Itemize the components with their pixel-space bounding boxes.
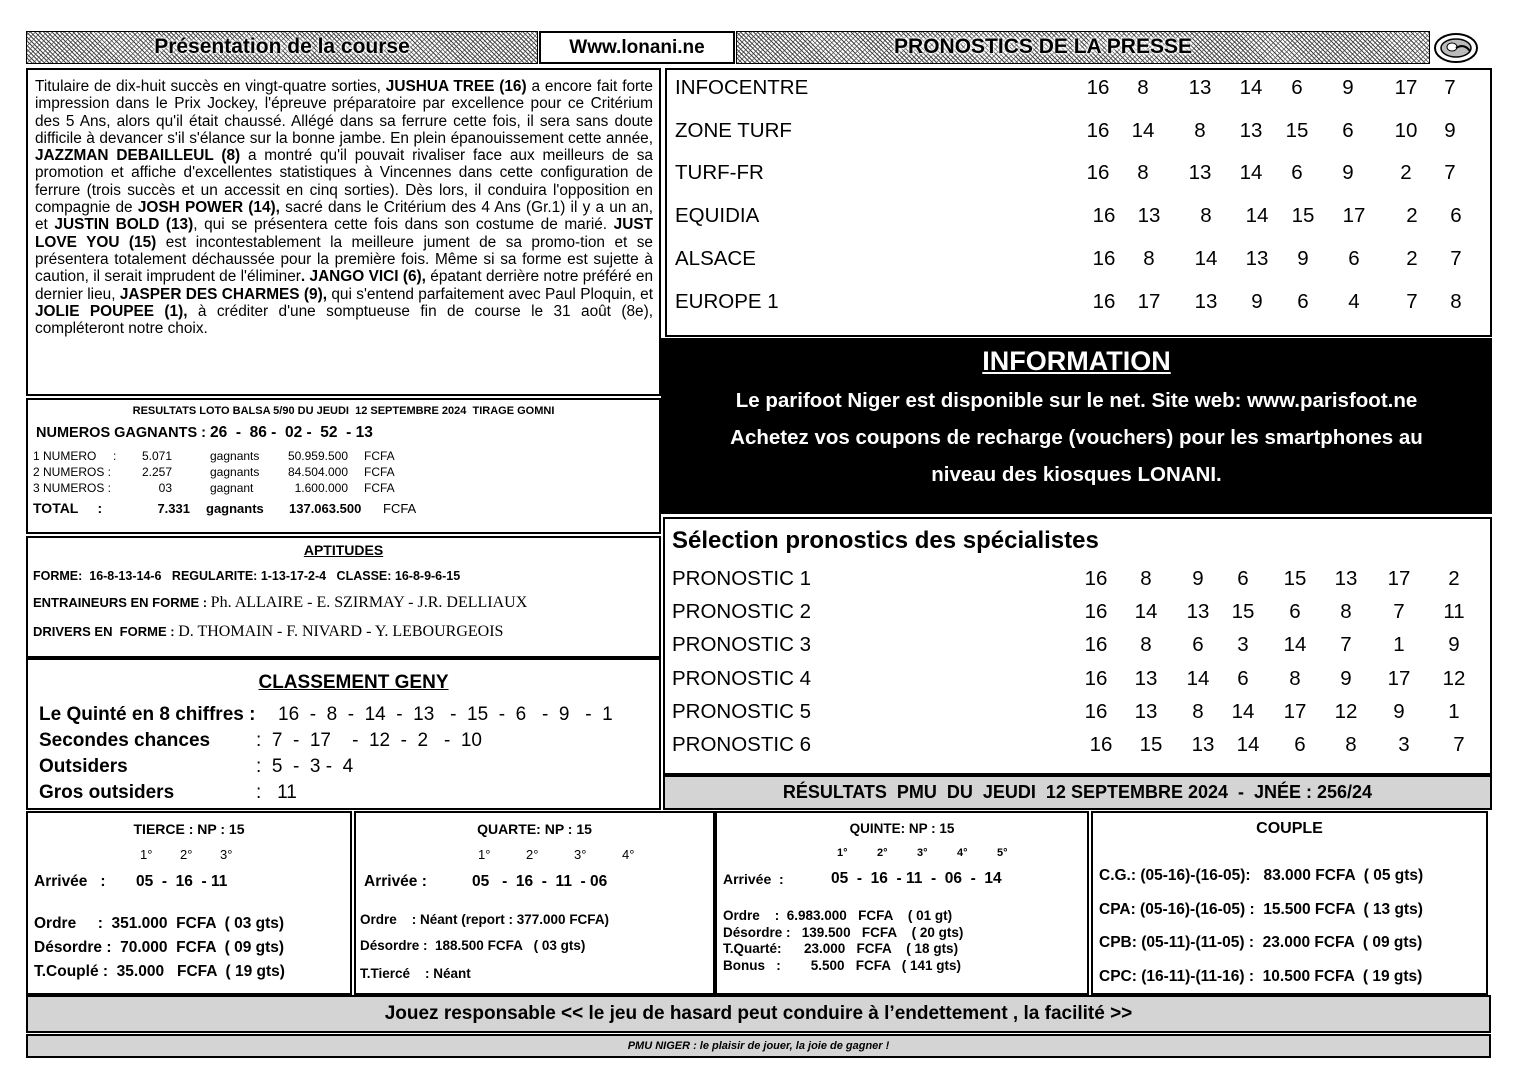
loto-row-cur: FCFA xyxy=(364,449,395,463)
selection-row-number: 8 xyxy=(1289,666,1301,690)
selection-row-name: PRONOSTIC 6 xyxy=(672,733,811,756)
press-row-name: EQUIDIA xyxy=(675,204,760,228)
selection-row-number: 7 xyxy=(1453,733,1465,756)
press-row-number: 14 xyxy=(1245,204,1269,228)
website-link[interactable]: Www.lonani.ne xyxy=(569,37,705,58)
tierce-ordre: Ordre : 351.000 FCFA ( 03 gts) xyxy=(34,915,285,932)
loto-row-cur: FCFA xyxy=(364,465,395,479)
geny-row-value: : 5 - 3 - 4 xyxy=(256,756,354,777)
selection-row-number: 12 xyxy=(1442,666,1466,690)
couple-title: COUPLE xyxy=(1256,820,1323,837)
place-label: 2° xyxy=(526,847,539,862)
press-row-number: 16 xyxy=(1092,246,1116,270)
selection-title: Sélection pronostics des spécialistes xyxy=(672,527,1099,554)
geny-row-value: : 11 xyxy=(256,782,297,803)
selection-row-number: 17 xyxy=(1283,699,1307,723)
press-row-number: 8 xyxy=(1194,118,1206,142)
selection-row-number: 13 xyxy=(1134,699,1158,723)
quinte-title: QUINTE: NP : 15 xyxy=(849,821,955,836)
selection-row-number: 3 xyxy=(1237,633,1249,657)
press-row xyxy=(667,204,1490,247)
information-line-3: niveau des kiosques LONANI. xyxy=(931,463,1222,486)
selection-row-name: PRONOSTIC 2 xyxy=(672,600,811,624)
press-row-name: ZONE TURF xyxy=(675,118,792,142)
selection-row-number: 7 xyxy=(1393,600,1405,624)
selection-row-number: 14 xyxy=(1134,600,1158,624)
selection-row-number: 14 xyxy=(1283,633,1307,657)
press-row-number: 6 xyxy=(1348,246,1360,270)
loto-row-label: 3 NUMEROS : xyxy=(33,481,112,495)
information-line-1: Le parifoot Niger est disponible sur le net. Site web: www.parisfoot.ne xyxy=(735,389,1418,412)
presentation-horse-name: JOLIE POUPEE (1), xyxy=(35,302,188,320)
press-row-number: 9 xyxy=(1342,161,1354,185)
aptitudes-entraineurs: ENTRAINEURS EN FORME : Ph. ALLAIRE - E. SZIRMAY - J.R. DELLIAUX xyxy=(33,594,528,611)
place-label: 2° xyxy=(877,847,888,859)
logo-icon xyxy=(1432,31,1480,65)
selection-row-number: 16 xyxy=(1089,733,1113,756)
selection-box xyxy=(663,517,1492,775)
loto-row-word: gagnants xyxy=(210,449,260,463)
press-row-number: 6 xyxy=(1450,204,1462,228)
press-row-number: 7 xyxy=(1450,246,1462,270)
tierce-arrivee-label: Arrivée : xyxy=(34,873,106,890)
geny-row-label: Gros outsiders xyxy=(39,782,175,803)
selection-row-number: 16 xyxy=(1084,633,1108,657)
presentation-horse-name: . JANGO VICI (6), xyxy=(300,268,426,286)
selection-row-number: 14 xyxy=(1186,666,1210,690)
press-row xyxy=(667,247,1490,290)
press-row-number: 10 xyxy=(1394,118,1418,142)
press-row-number: 8 xyxy=(1143,246,1155,270)
tierce-desordre: Désordre : 70.000 FCFA ( 09 gts) xyxy=(34,939,285,956)
geny-row-value: 16 - 8 - 14 - 13 - 15 - 6 - 9 - 1 xyxy=(278,704,613,725)
press-row-name: TURF-FR xyxy=(675,161,764,185)
presentation-text-segment: a montré qu'il pouvait rivaliser face aux meilleurs de sa promotion et affiche d'excellentes statistiques à Vincennes dans cette configuration de ferrure (trois succès et un accessit en cinq sorties). Dès lors, il conduira l'opposition en compagnie de xyxy=(35,147,653,217)
quarte-desordre: Désordre : 188.500 FCFA ( 03 gts) xyxy=(360,938,586,953)
press-row-number: 6 xyxy=(1291,76,1303,99)
place-label: 4° xyxy=(957,847,968,859)
selection-row-name: PRONOSTIC 3 xyxy=(672,633,811,657)
press-row-number: 8 xyxy=(1137,161,1149,185)
press-row-number: 13 xyxy=(1245,246,1269,270)
press-row xyxy=(667,76,1490,119)
selection-row-number: 13 xyxy=(1334,567,1358,590)
tierce-tcouple: T.Couplé : 35.000 FCFA ( 19 gts) xyxy=(34,963,285,980)
footer-responsible-bar xyxy=(26,995,1491,1033)
loto-row-cur: FCFA xyxy=(364,481,395,495)
couple-cpa: CPA: (05-16)-(16-05) : 15.500 FCFA ( 13 gts) xyxy=(1099,901,1423,918)
press-row-number: 7 xyxy=(1444,161,1456,185)
aptitudes-drivers: DRIVERS EN FORME : D. THOMAIN - F. NIVARD - Y. LEBOURGEOIS xyxy=(33,623,504,640)
presentation-text-segment: à créditer d'une somptueuse fin de course le 31 août (8e), compléteront notre choix. xyxy=(35,302,653,338)
quarte-ttierce: T.Tiercé : Néant xyxy=(360,966,471,981)
press-row-number: 17 xyxy=(1394,76,1418,99)
loto-row-amount: 84.504.000 xyxy=(287,465,348,479)
selection-row xyxy=(665,667,1490,700)
presentation-horse-name: JUST LOVE YOU (15) xyxy=(35,216,653,251)
aptitudes-forme: FORME: 16-8-13-14-6 REGULARITE: 1-13-17-2-4 CLASSE: 16-8-9-6-15 xyxy=(33,569,461,583)
place-label: 1° xyxy=(140,847,153,862)
press-row-number: 6 xyxy=(1297,289,1309,313)
press-row-name: INFOCENTRE xyxy=(675,76,809,99)
presentation-text xyxy=(35,78,653,337)
selection-row xyxy=(665,567,1490,600)
selection-row-number: 6 xyxy=(1289,600,1301,624)
press-row-number: 13 xyxy=(1137,204,1161,228)
footer-slogan-bar xyxy=(26,1034,1491,1058)
quarte-ordre: Ordre : Néant (report : 377.000 FCFA) xyxy=(360,912,610,927)
press-row-number: 8 xyxy=(1200,204,1212,228)
selection-row xyxy=(665,700,1490,733)
quinte-tquarte: T.Quarté: 23.000 FCFA ( 18 gts) xyxy=(723,941,959,956)
presentation-text-segment: , qui se présentera cette fois dans son costume de marié. xyxy=(193,216,614,234)
selection-row-number: 16 xyxy=(1084,600,1108,624)
press-row-number: 2 xyxy=(1406,246,1418,270)
press-row-number: 13 xyxy=(1239,118,1263,142)
loto-row-amount: 1.600.000 xyxy=(294,481,348,495)
press-row-number: 16 xyxy=(1086,76,1110,99)
selection-row-number: 16 xyxy=(1084,567,1108,590)
selection-row-number: 3 xyxy=(1398,733,1410,756)
selection-row-number: 12 xyxy=(1334,699,1358,723)
quarte-arrivee: 05 - 16 - 11 - 06 xyxy=(472,873,608,890)
geny-row-label: Le Quinté en 8 chiffres : xyxy=(39,704,256,725)
press-row-number: 2 xyxy=(1406,204,1418,228)
geny-row-label: Secondes chances xyxy=(39,730,211,751)
quinte-ordre: Ordre : 6.983.000 FCFA ( 01 gt) xyxy=(723,908,953,923)
selection-row-number: 15 xyxy=(1139,733,1163,756)
place-label: 2° xyxy=(180,847,193,862)
selection-row-number: 13 xyxy=(1134,666,1158,690)
press-row-number: 14 xyxy=(1131,118,1155,142)
quinte-box xyxy=(715,811,1089,995)
place-label: 3° xyxy=(917,847,928,859)
selection-row-number: 6 xyxy=(1192,633,1204,657)
press-row-number: 2 xyxy=(1400,161,1412,185)
selection-row-name: PRONOSTIC 4 xyxy=(672,666,811,690)
press-header-bar xyxy=(736,31,1430,64)
presentation-text-segment: a encore fait forte impression dans le Prix Jockey, l'épreuve préparatoire par excellence pour ce Critérium des 5 Ans, alors qu'il était chaussé. Allégé dans sa ferrure cette fois, il sera sans doute difficile à devancer s'il s'élance sur la bonne jambe. En plein épanouissement cette année, xyxy=(35,78,653,147)
tierce-box xyxy=(26,811,352,995)
presentation-horse-name: JUSTIN BOLD (13) xyxy=(54,216,194,234)
selection-row-number: 16 xyxy=(1084,699,1108,723)
selection-row xyxy=(665,633,1490,666)
press-row-number: 14 xyxy=(1239,161,1263,185)
press-row-number: 14 xyxy=(1194,246,1218,270)
selection-row-number: 13 xyxy=(1191,733,1215,756)
presentation-text-segment: sacré dans le Critérium des 4 Ans (Gr.1) il y a un an, et xyxy=(35,199,653,234)
press-row xyxy=(667,161,1490,204)
press-row-number: 16 xyxy=(1092,204,1116,228)
selection-row-number: 8 xyxy=(1340,600,1352,624)
selection-row-number: 6 xyxy=(1294,733,1306,756)
website-box xyxy=(539,31,735,64)
selection-row-number: 15 xyxy=(1231,600,1255,624)
press-title: PRONOSTICS DE LA PRESSE xyxy=(894,35,1192,58)
pmu-results-title: RÉSULTATS PMU DU JEUDI 12 SEPTEMBRE 2024 - JNÉE : 256/24 xyxy=(782,782,1373,802)
geny-row-value: : 7 - 17 - 12 - 2 - 10 xyxy=(256,730,482,751)
press-row-number: 16 xyxy=(1086,118,1110,142)
tierce-arrivee: 05 - 16 - 11 xyxy=(136,873,228,890)
loto-row-amount: 50.959.500 xyxy=(287,449,348,463)
loto-total-count: 7.331 xyxy=(157,501,190,516)
press-row-number: 15 xyxy=(1291,204,1315,228)
selection-row-number: 8 xyxy=(1140,567,1152,590)
place-label: 1° xyxy=(478,847,491,862)
press-row-number: 6 xyxy=(1291,161,1303,185)
press-row xyxy=(667,119,1490,162)
selection-row-number: 9 xyxy=(1393,699,1405,723)
aptitudes-box xyxy=(26,536,661,658)
press-row-number: 16 xyxy=(1086,161,1110,185)
loto-row-count: 03 xyxy=(158,481,172,495)
quarte-box xyxy=(354,811,715,995)
information-line-2: Achetez vos coupons de recharge (vouchers) pour les smartphones au xyxy=(730,426,1423,449)
presentation-horse-name: JUSHUA TREE (16) xyxy=(385,78,527,95)
selection-row-number: 8 xyxy=(1345,733,1357,756)
press-row-number: 13 xyxy=(1188,161,1212,185)
press-row-number: 8 xyxy=(1137,76,1149,99)
loto-total-currency: FCFA xyxy=(383,501,417,516)
selection-row-number: 7 xyxy=(1340,633,1352,657)
selection-row-number: 8 xyxy=(1192,699,1204,723)
presentation-text-segment: épatant derrière notre préféré en dernier lieu, xyxy=(35,268,654,303)
geny-row-label: Outsiders xyxy=(39,756,128,777)
classement-geny-box xyxy=(26,658,661,810)
presentation-horse-name: JOSH POWER (14), xyxy=(137,199,280,217)
press-row-number: 17 xyxy=(1342,204,1366,228)
selection-row-number: 11 xyxy=(1443,600,1465,624)
selection-row-number: 14 xyxy=(1236,733,1260,756)
selection-row-number: 17 xyxy=(1387,666,1411,690)
loto-total-amount: 137.063.500 xyxy=(289,501,362,516)
selection-row-number: 2 xyxy=(1448,567,1460,590)
selection-row-number: 9 xyxy=(1340,666,1352,690)
press-row-number: 7 xyxy=(1444,76,1456,99)
selection-row-number: 6 xyxy=(1237,567,1249,590)
couple-cg: C.G.: (05-16)-(16-05): 83.000 FCFA ( 05 gts) xyxy=(1099,867,1424,884)
press-row-number: 4 xyxy=(1348,289,1360,313)
selection-row-name: PRONOSTIC 5 xyxy=(672,699,811,723)
couple-cpb: CPB: (05-11)-(11-05) : 23.000 FCFA ( 09 gts) xyxy=(1099,934,1423,951)
selection-row-number: 15 xyxy=(1283,567,1307,590)
couple-box xyxy=(1091,811,1488,995)
press-row-number: 6 xyxy=(1342,118,1354,142)
tierce-title: TIERCE : NP : 15 xyxy=(133,821,245,837)
press-row-number: 16 xyxy=(1092,289,1116,313)
place-label: 3° xyxy=(220,847,233,862)
selection-row xyxy=(665,600,1490,633)
aptitudes-title: APTITUDES xyxy=(303,542,384,558)
place-label: 1° xyxy=(837,847,848,859)
footer-responsible-text: Jouez responsable << le jeu de hasard peut conduire à l’endettement , la facilité >> xyxy=(384,1003,1133,1024)
presentation-text-segment: qui s'entend parfaitement avec Paul Ploquin, et xyxy=(327,285,653,303)
information-box xyxy=(661,338,1492,514)
loto-total-word: gagnants xyxy=(206,501,264,516)
press-row-number: 13 xyxy=(1194,289,1218,313)
press-row-number: 7 xyxy=(1406,289,1418,313)
presentation-box xyxy=(26,68,661,396)
press-row-name: EUROPE 1 xyxy=(675,289,779,313)
selection-row-number: 8 xyxy=(1140,633,1152,657)
selection-row-number: 14 xyxy=(1231,699,1255,723)
place-label: 4° xyxy=(622,847,635,862)
presentation-horse-name: JAZZMAN DEBAILLEUL (8) xyxy=(35,147,241,165)
loto-winning-numbers: NUMEROS GAGNANTS : 26 - 86 - 02 - 52 - 13 xyxy=(36,424,373,441)
press-row-number: 9 xyxy=(1297,246,1309,270)
selection-row-number: 1 xyxy=(1448,699,1460,723)
geny-title: CLASSEMENT GENY xyxy=(258,672,449,693)
quarte-arrivee-label: Arrivée : xyxy=(364,873,427,890)
press-row-number: 9 xyxy=(1342,76,1354,99)
selection-row-number: 6 xyxy=(1237,666,1249,690)
couple-cpc: CPC: (16-11)-(11-16) : 10.500 FCFA ( 19 gts) xyxy=(1099,968,1423,985)
presentation-header-bar xyxy=(26,31,538,64)
press-row-number: 9 xyxy=(1444,118,1456,142)
pmu-results-title-bar xyxy=(663,775,1492,810)
loto-title: RESULTATS LOTO BALSA 5/90 DU JEUDI 12 SEPTEMBRE 2024 TIRAGE GOMNI xyxy=(132,405,555,417)
quinte-arrivee-label: Arrivée : xyxy=(723,871,784,887)
selection-row-number: 9 xyxy=(1192,567,1204,590)
selection-row-number: 13 xyxy=(1186,600,1210,624)
quinte-desordre: Désordre : 139.500 FCFA ( 20 gts) xyxy=(723,924,964,940)
presentation-text-segment: est incontestablement la meilleure jument de sa promo-tion et se présentera totalement déchaussée pour la première fois. Même si sa forme est sujette à caution, il serait imprudent de l'éliminer xyxy=(35,233,653,286)
quarte-title: QUARTE: NP : 15 xyxy=(477,821,592,837)
information-title: INFORMATION xyxy=(982,346,1171,376)
selection-row-number: 9 xyxy=(1448,633,1460,657)
selection-row-name: PRONOSTIC 1 xyxy=(672,567,811,590)
loto-row-count: 5.071 xyxy=(141,449,172,463)
loto-row-word: gagnant xyxy=(210,481,254,495)
press-row-name: ALSACE xyxy=(675,246,756,270)
footer-slogan-text: PMU NIGER : le plaisir de jouer, la joie de gagner ! xyxy=(627,1040,890,1052)
selection-row-number: 16 xyxy=(1084,666,1108,690)
press-row-number: 13 xyxy=(1188,76,1212,99)
loto-total-label: TOTAL : xyxy=(33,500,103,516)
place-label: 3° xyxy=(574,847,587,862)
press-row-number: 14 xyxy=(1239,76,1263,99)
selection-row xyxy=(665,733,1490,766)
loto-row-label: 1 NUMERO : xyxy=(33,449,117,463)
press-row-number: 17 xyxy=(1137,289,1161,313)
press-row-number: 9 xyxy=(1251,289,1263,313)
quinte-bonus: Bonus : 5.500 FCFA ( 141 gts) xyxy=(723,957,962,973)
press-row-number: 8 xyxy=(1450,289,1462,313)
place-label: 5° xyxy=(997,847,1008,859)
press-row-number: 15 xyxy=(1285,118,1309,142)
presentation-title: Présentation de la course xyxy=(154,35,410,58)
presentation-horse-name: JASPER DES CHARMES (9), xyxy=(119,285,328,303)
press-pronostics-box xyxy=(665,68,1492,337)
loto-row-label: 2 NUMEROS : xyxy=(33,465,112,479)
press-row xyxy=(667,290,1490,333)
loto-row-word: gagnants xyxy=(210,465,260,479)
selection-row-number: 17 xyxy=(1387,567,1411,590)
selection-row-number: 1 xyxy=(1393,633,1405,657)
quinte-arrivee: 05 - 16 - 11 - 06 - 14 xyxy=(831,870,1002,887)
quinte-details xyxy=(723,908,963,974)
presentation-text-segment: Titulaire de dix-huit succès en vingt-quatre sorties, xyxy=(35,78,386,95)
loto-row-count: 2.257 xyxy=(141,465,172,479)
loto-results-box xyxy=(26,398,661,534)
